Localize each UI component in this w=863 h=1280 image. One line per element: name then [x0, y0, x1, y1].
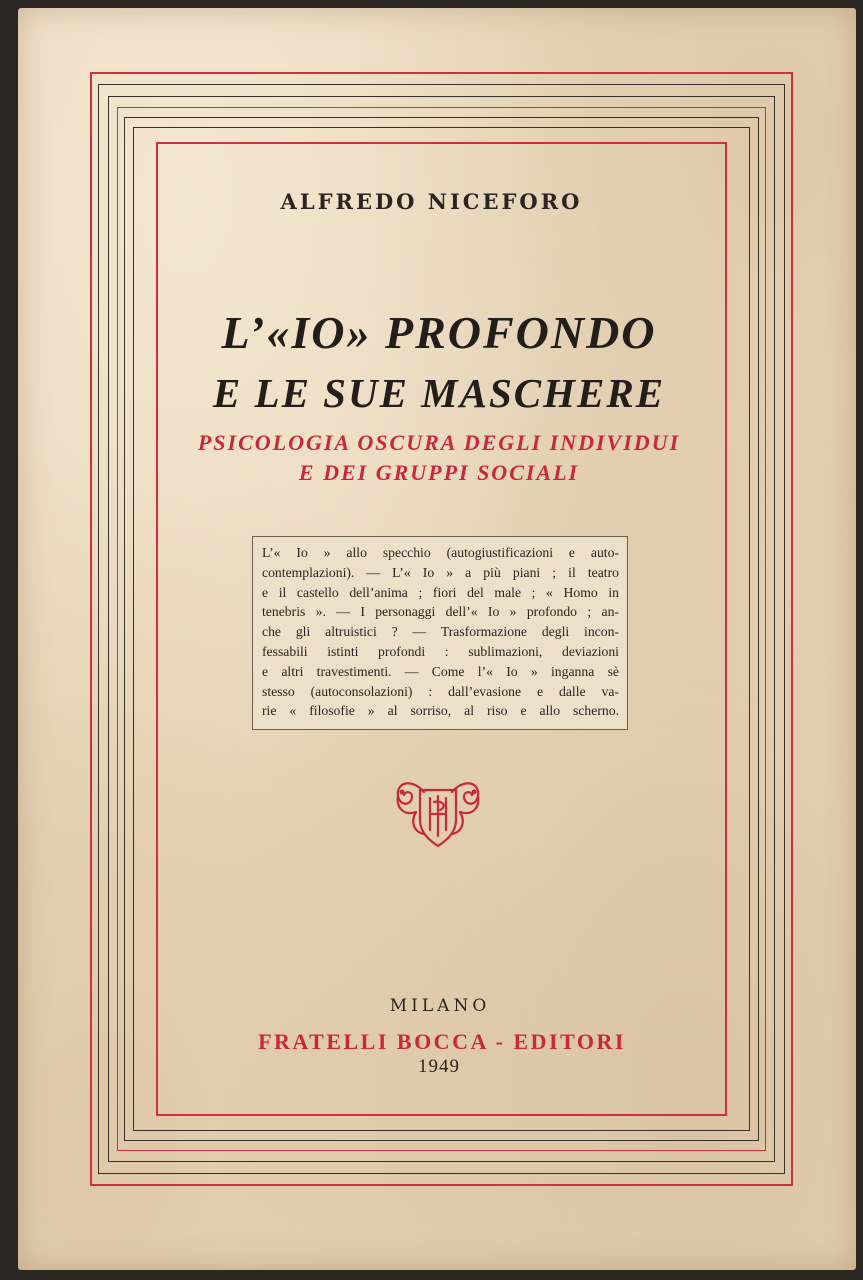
author-name: ALFREDO NICEFORO — [280, 189, 583, 214]
summary-line: L’« Io » allo specchio (autogiustificazioni e auto- — [262, 545, 619, 560]
subtitle-line-2: E DEI GRUPPI SOCIALI — [298, 460, 580, 485]
summary-line: stesso (autoconsolazioni) : dall’evasione e dalle va- — [262, 683, 619, 699]
publication-year: 1949 — [418, 1056, 460, 1077]
summary-text — [262, 543, 619, 721]
title-line-1: L’«IO» PROFONDO — [221, 307, 657, 358]
summary-line: fessabili istinti profondi : sublimazioni, deviazioni — [262, 643, 619, 659]
subtitle-line-1: PSICOLOGIA OSCURA DEGLI INDIVIDUI — [197, 430, 681, 455]
publication-city: MILANO — [389, 996, 491, 1016]
summary-line: e altri travestimenti. — Come l’« Io » inganna sè — [262, 663, 619, 679]
publisher-name: FRATELLI BOCCA - EDITORI — [258, 1029, 626, 1054]
summary-line: e il castello dell’anima ; fiori del male ; « Homo in — [262, 584, 619, 600]
title-line-2: E LE SUE MASCHERE — [212, 370, 666, 416]
summary-line: rie « filosofie » al sorriso, al riso e allo scherno. — [262, 703, 619, 719]
publisher-emblem-icon — [390, 770, 486, 854]
summary-label — [252, 536, 628, 730]
summary-line: che gli altruistici ? — Trasformazione degli incon- — [262, 624, 619, 640]
summary-line: tenebris ». — I personaggi dell’« Io » profondo ; an- — [262, 604, 619, 620]
summary-line: contemplazioni). — L’« Io » a più piani ; il teatro — [262, 564, 619, 580]
